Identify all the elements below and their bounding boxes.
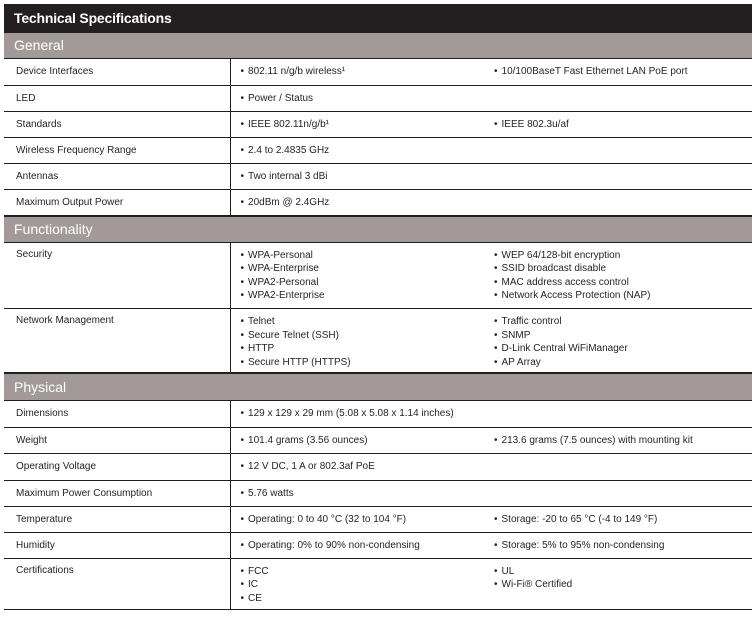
spec-value-cell: [494, 59, 752, 85]
spec-value: • WEP 64/128-bit encryption: [494, 249, 752, 263]
spec-value: • SSID broadcast disable: [494, 262, 752, 276]
spec-value-list: [241, 401, 495, 426]
spec-value-cell: [230, 59, 494, 85]
spec-value: • D-Link Central WiFiManager: [494, 342, 752, 356]
spec-label: Antennas: [4, 163, 230, 189]
spec-value: • 129 x 129 x 29 mm (5.08 x 5.08 x 1.14 inches): [241, 401, 495, 426]
spec-value-cell: [494, 243, 752, 309]
spec-value: • Operating: 0 to 40 °C (32 to 104 °F): [241, 507, 495, 532]
table-row: [4, 59, 752, 85]
spec-value: • Storage: 5% to 95% non-condensing: [494, 533, 752, 558]
spec-value: • 10/100BaseT Fast Ethernet LAN PoE port: [494, 59, 752, 84]
spec-value-list: [241, 533, 495, 558]
spec-value-list: [241, 249, 495, 303]
spec-value-list: [494, 565, 752, 592]
spec-value: • Storage: -20 to 65 °C (-4 to 149 °F): [494, 507, 752, 532]
spec-label: Operating Voltage: [4, 453, 230, 480]
spec-value-cell: [494, 163, 752, 189]
spec-label: LED: [4, 85, 230, 111]
spec-label: Weight: [4, 427, 230, 453]
spec-value-cell: [230, 309, 494, 373]
section-header-functionality: Functionality: [4, 216, 752, 243]
spec-value: • IEEE 802.11n/g/b¹: [241, 112, 495, 137]
spec-value-cell: [230, 558, 494, 609]
spec-value: • 12 V DC, 1 A or 802.3af PoE: [241, 454, 495, 479]
spec-value: • WPA2-Personal: [241, 276, 495, 290]
table-row: [4, 163, 752, 189]
spec-value-cell: [230, 427, 494, 453]
spec-value-list: [241, 138, 495, 163]
spec-value-list: [241, 315, 495, 369]
table-row: [4, 506, 752, 532]
spec-value-cell: [494, 111, 752, 137]
spec-value: • WPA2-Enterprise: [241, 289, 495, 303]
spec-value: • 5.76 watts: [241, 481, 495, 506]
table-row: [4, 453, 752, 480]
spec-value: • MAC address access control: [494, 276, 752, 290]
spec-value-cell: [230, 506, 494, 532]
spec-value-list: [494, 507, 752, 532]
spec-value: • AP Array: [494, 356, 752, 370]
spec-value: • 101.4 grams (3.56 ounces): [241, 428, 495, 453]
spec-label: Network Management: [4, 309, 230, 373]
spec-value-cell: [230, 480, 494, 506]
spec-value: • Power / Status: [241, 86, 495, 111]
spec-sections: [4, 32, 752, 610]
spec-value: • Two internal 3 dBi: [241, 164, 495, 189]
spec-value-cell: [494, 85, 752, 111]
spec-value-list: [494, 112, 752, 137]
spec-label: Security: [4, 243, 230, 309]
table-row: [4, 427, 752, 453]
spec-value: • 213.6 grams (7.5 ounces) with mounting kit: [494, 428, 752, 453]
table-row: [4, 309, 752, 373]
spec-value-list: [494, 315, 752, 369]
spec-value-list: [494, 249, 752, 303]
spec-value-cell: [494, 480, 752, 506]
spec-value: • HTTP: [241, 342, 495, 356]
table-row: [4, 243, 752, 309]
spec-value-cell: [494, 137, 752, 163]
section-header-general: General: [4, 32, 752, 59]
spec-value-list: [494, 533, 752, 558]
spec-value-list: [494, 428, 752, 453]
spec-value-cell: [230, 189, 494, 215]
spec-value: • Secure Telnet (SSH): [241, 329, 495, 343]
table-row: [4, 111, 752, 137]
spec-label: Humidity: [4, 532, 230, 558]
spec-table-functionality: [4, 243, 752, 374]
spec-value-cell: [494, 506, 752, 532]
spec-value-cell: [230, 111, 494, 137]
spec-value-list: [241, 428, 495, 453]
table-row: [4, 532, 752, 558]
spec-value: • Wi-Fi® Certified: [494, 578, 752, 592]
spec-value-list: [241, 190, 495, 215]
spec-value-list: [241, 86, 495, 111]
spec-value-cell: [230, 243, 494, 309]
spec-value: • Secure HTTP (HTTPS): [241, 356, 495, 370]
spec-value-list: [241, 481, 495, 506]
spec-value-cell: [494, 532, 752, 558]
spec-label: Certifications: [4, 558, 230, 609]
spec-value: • SNMP: [494, 329, 752, 343]
spec-label: Temperature: [4, 506, 230, 532]
spec-value-list: [241, 59, 495, 84]
spec-value-cell: [494, 453, 752, 480]
section-header-physical: Physical: [4, 373, 752, 401]
spec-value: • Traffic control: [494, 315, 752, 329]
spec-value-list: [241, 565, 495, 606]
spec-value-list: [241, 164, 495, 189]
spec-value: • 802.11 n/g/b wireless¹: [241, 59, 495, 84]
spec-value-list: [241, 112, 495, 137]
table-row: [4, 480, 752, 506]
page-title: Technical Specifications: [4, 4, 752, 32]
table-row: [4, 85, 752, 111]
spec-value-cell: [494, 401, 752, 427]
spec-value-cell: [494, 427, 752, 453]
spec-value: • WPA-Personal: [241, 249, 495, 263]
spec-value-cell: [494, 189, 752, 215]
spec-value: • Operating: 0% to 90% non-condensing: [241, 533, 495, 558]
spec-table-general: [4, 59, 752, 216]
spec-label: Standards: [4, 111, 230, 137]
spec-value-cell: [230, 401, 494, 427]
spec-sheet: [4, 4, 752, 610]
spec-value-list: [241, 454, 495, 479]
spec-value-cell: [230, 453, 494, 480]
spec-value: • Network Access Protection (NAP): [494, 289, 752, 303]
spec-value-cell: [230, 85, 494, 111]
spec-label: Wireless Frequency Range: [4, 137, 230, 163]
spec-value: • UL: [494, 565, 752, 579]
spec-label: Device Interfaces: [4, 59, 230, 85]
spec-value: • WPA-Enterprise: [241, 262, 495, 276]
spec-label: Maximum Output Power: [4, 189, 230, 215]
spec-table-physical: [4, 401, 752, 610]
spec-value-cell: [230, 532, 494, 558]
spec-value: • 20dBm @ 2.4GHz: [241, 190, 495, 215]
table-row: [4, 189, 752, 215]
spec-label: Maximum Power Consumption: [4, 480, 230, 506]
spec-value: • CE: [241, 592, 495, 606]
spec-value-cell: [494, 558, 752, 609]
spec-value: • Telnet: [241, 315, 495, 329]
table-row: [4, 401, 752, 427]
table-row: [4, 137, 752, 163]
spec-value-cell: [230, 163, 494, 189]
spec-value: • IC: [241, 578, 495, 592]
table-row: [4, 558, 752, 609]
spec-value-cell: [230, 137, 494, 163]
spec-value-cell: [494, 309, 752, 373]
spec-label: Dimensions: [4, 401, 230, 427]
spec-value: • 2.4 to 2.4835 GHz: [241, 138, 495, 163]
spec-value: • IEEE 802.3u/af: [494, 112, 752, 137]
spec-value-list: [241, 507, 495, 532]
spec-value-list: [494, 59, 752, 84]
spec-value: • FCC: [241, 565, 495, 579]
